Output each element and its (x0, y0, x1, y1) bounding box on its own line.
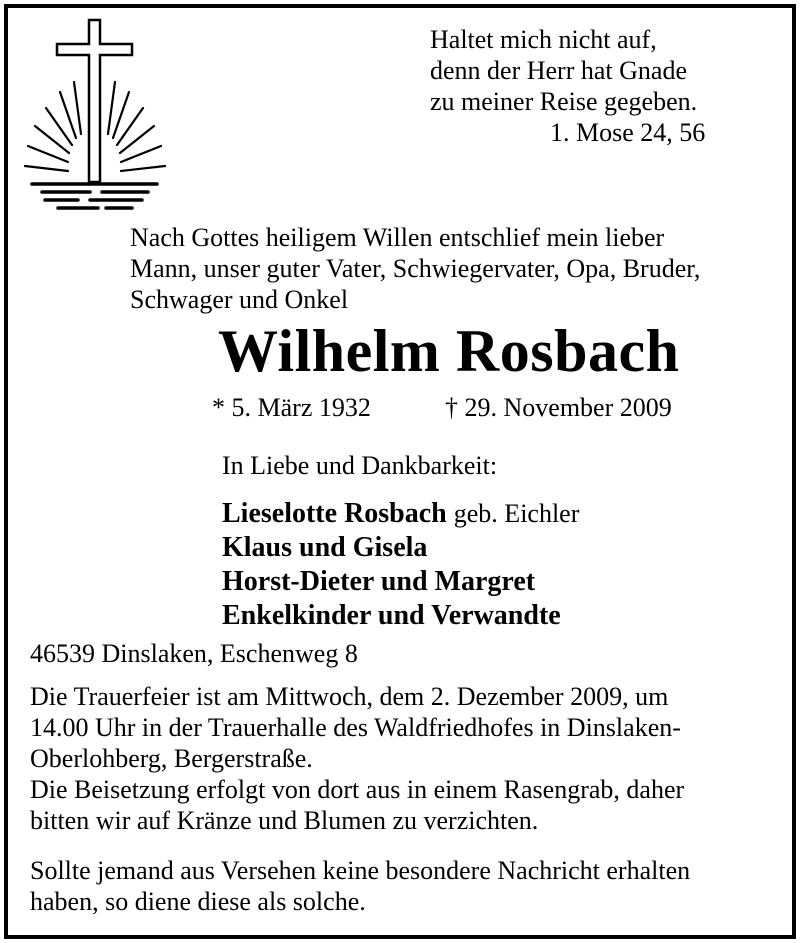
funeral-line: Die Beisetzung erfolgt von dort aus in einem Rasengrab, daher (30, 775, 685, 804)
mourner-entry: Horst-Dieter und Margret (222, 566, 536, 597)
verse-line: Haltet mich nicht auf, (430, 25, 657, 54)
funeral-details (30, 681, 684, 836)
mourner-entry (222, 497, 579, 531)
mourner-note: geb. Eichler (453, 499, 580, 528)
intro-line: Schwager und Onkel (130, 285, 349, 314)
deceased-name: Wilhelm Rosbach (218, 318, 680, 384)
mourner-name: Lieselotte Rosbach (222, 498, 447, 529)
intro-line: Mann, unser guter Vater, Schwiegervater, Opa, Bruder, (130, 254, 701, 283)
address: 46539 Dinslaken, Eschenweg 8 (30, 639, 358, 668)
verse-reference: 1. Mose 24, 56 (550, 118, 706, 147)
mourners-list (222, 497, 579, 633)
bible-verse (430, 24, 705, 148)
closing-line: Sollte jemand aus Versehen keine besondere Nachricht erhalten (30, 856, 691, 885)
cross-sunburst-icon (20, 18, 170, 218)
funeral-line: bitten wir auf Kränze und Blumen zu verzichten. (30, 806, 539, 835)
mourners-heading: In Liebe und Dankbarkeit: (222, 451, 498, 480)
verse-line: denn der Herr hat Gnade (430, 56, 687, 85)
funeral-line: 14.00 Uhr in der Trauerhalle des Waldfriedhofes in Dinslaken- (30, 713, 681, 742)
mourner-entry: Enkelkinder und Verwandte (222, 600, 561, 631)
intro-text (130, 222, 700, 315)
verse-line: zu meiner Reise gegeben. (430, 87, 698, 116)
birth-date: * 5. März 1932 (212, 393, 371, 422)
closing-line: haben, so diene diese als solche. (30, 887, 366, 916)
funeral-line: Oberlohberg, Bergerstraße. (30, 744, 313, 773)
closing-note (30, 855, 690, 917)
mourner-entry: Klaus und Gisela (222, 532, 428, 563)
funeral-line: Die Trauerfeier ist am Mittwoch, dem 2. Dezember 2009, um (30, 682, 669, 711)
intro-line: Nach Gottes heiligem Willen entschlief mein lieber (130, 223, 665, 252)
death-date: † 29. November 2009 (445, 393, 672, 422)
